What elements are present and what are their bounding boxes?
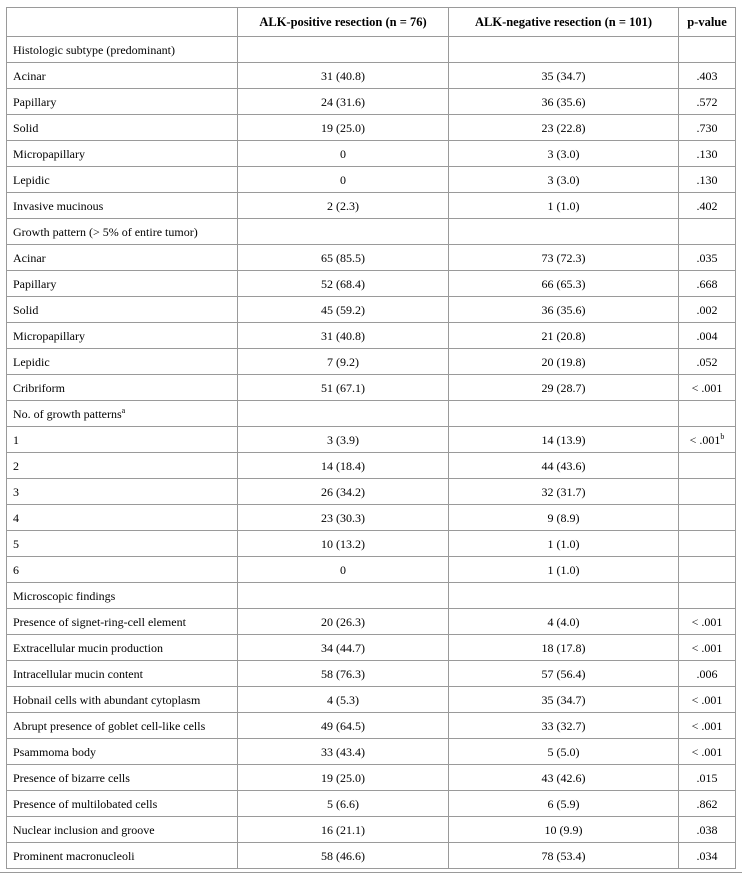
table-row bbox=[7, 297, 736, 323]
p-value-cell bbox=[679, 479, 736, 505]
alk-positive-value bbox=[238, 37, 449, 63]
table-row bbox=[7, 63, 736, 89]
alk-negative-value bbox=[449, 219, 679, 245]
table-row bbox=[7, 505, 736, 531]
p-value-cell bbox=[679, 557, 736, 583]
alk-negative-value: 9 (8.9) bbox=[449, 505, 679, 531]
p-value: .038 bbox=[696, 822, 718, 837]
bottom-rule bbox=[0, 872, 742, 873]
table-row bbox=[7, 167, 736, 193]
p-value: < .001 bbox=[691, 718, 723, 733]
row-label-cell bbox=[7, 245, 238, 271]
alk-positive-value: 26 (34.2) bbox=[238, 479, 449, 505]
alk-negative-value: 33 (32.7) bbox=[449, 713, 679, 739]
alk-positive-value bbox=[238, 219, 449, 245]
p-value: .730 bbox=[696, 120, 718, 135]
alk-positive-value: 58 (76.3) bbox=[238, 661, 449, 687]
row-label: Psammoma body bbox=[13, 744, 96, 759]
p-value: .035 bbox=[696, 250, 718, 265]
alk-negative-value: 29 (28.7) bbox=[449, 375, 679, 401]
row-label-cell bbox=[7, 219, 238, 245]
row-label-cell bbox=[7, 401, 238, 427]
p-value-cell bbox=[679, 531, 736, 557]
p-value: .130 bbox=[696, 146, 718, 161]
header-p-value: p-value bbox=[679, 8, 736, 37]
p-value-cell bbox=[679, 219, 736, 245]
table-row bbox=[7, 739, 736, 765]
table-row bbox=[7, 583, 736, 609]
row-label: Microscopic findings bbox=[13, 588, 116, 603]
alk-negative-value: 35 (34.7) bbox=[449, 63, 679, 89]
row-label: Solid bbox=[13, 120, 39, 135]
row-label-cell bbox=[7, 505, 238, 531]
row-label: Hobnail cells with abundant cytoplasm bbox=[13, 692, 201, 707]
p-value: < .001 bbox=[691, 614, 723, 629]
alk-negative-value: 1 (1.0) bbox=[449, 531, 679, 557]
p-value-cell bbox=[679, 453, 736, 479]
alk-positive-value: 58 (46.6) bbox=[238, 843, 449, 869]
table-row bbox=[7, 89, 736, 115]
alk-positive-value: 7 (9.2) bbox=[238, 349, 449, 375]
alk-negative-value: 18 (17.8) bbox=[449, 635, 679, 661]
p-value: .015 bbox=[696, 770, 718, 785]
p-value-cell bbox=[679, 505, 736, 531]
alk-positive-value: 4 (5.3) bbox=[238, 687, 449, 713]
alk-negative-value: 1 (1.0) bbox=[449, 557, 679, 583]
row-label-cell bbox=[7, 375, 238, 401]
table-row bbox=[7, 245, 736, 271]
row-label-cell bbox=[7, 791, 238, 817]
row-label: Acinar bbox=[13, 68, 46, 83]
row-label-cell bbox=[7, 297, 238, 323]
row-label-cell bbox=[7, 713, 238, 739]
alk-negative-value: 6 (5.9) bbox=[449, 791, 679, 817]
alk-positive-value: 65 (85.5) bbox=[238, 245, 449, 271]
row-label-cell bbox=[7, 167, 238, 193]
row-label: Histologic subtype (predominant) bbox=[13, 42, 175, 57]
table-row bbox=[7, 375, 736, 401]
alk-positive-value: 10 (13.2) bbox=[238, 531, 449, 557]
alk-positive-value: 31 (40.8) bbox=[238, 63, 449, 89]
table-row bbox=[7, 635, 736, 661]
p-value-cell bbox=[679, 323, 736, 349]
table-row bbox=[7, 141, 736, 167]
p-value-cell bbox=[679, 739, 736, 765]
table-body bbox=[7, 37, 736, 869]
header-label bbox=[7, 8, 238, 37]
row-label-cell bbox=[7, 609, 238, 635]
alk-positive-value: 16 (21.1) bbox=[238, 817, 449, 843]
alk-positive-value bbox=[238, 583, 449, 609]
p-value: .572 bbox=[696, 94, 718, 109]
p-value: .052 bbox=[696, 354, 718, 369]
p-value: .402 bbox=[696, 198, 718, 213]
row-label-cell bbox=[7, 583, 238, 609]
row-label-cell bbox=[7, 63, 238, 89]
alk-negative-value: 1 (1.0) bbox=[449, 193, 679, 219]
p-value-cell bbox=[679, 375, 736, 401]
alk-positive-value: 51 (67.1) bbox=[238, 375, 449, 401]
alk-positive-value: 14 (18.4) bbox=[238, 453, 449, 479]
row-label-cell bbox=[7, 37, 238, 63]
table-row bbox=[7, 609, 736, 635]
row-label: Prominent macronucleoli bbox=[13, 848, 135, 863]
p-value: < .001 bbox=[691, 640, 723, 655]
row-label-cell bbox=[7, 193, 238, 219]
row-label-cell bbox=[7, 323, 238, 349]
row-label: Extracellular mucin production bbox=[13, 640, 163, 655]
row-label-cell bbox=[7, 89, 238, 115]
p-value-cell bbox=[679, 661, 736, 687]
alk-negative-value: 32 (31.7) bbox=[449, 479, 679, 505]
alk-positive-value: 52 (68.4) bbox=[238, 271, 449, 297]
row-label-cell bbox=[7, 817, 238, 843]
row-label: 5 bbox=[13, 536, 19, 551]
row-label: Invasive mucinous bbox=[13, 198, 104, 213]
alk-positive-value: 0 bbox=[238, 141, 449, 167]
row-label: Presence of signet-ring-cell element bbox=[13, 614, 186, 629]
p-value-cell bbox=[679, 167, 736, 193]
row-label-cell bbox=[7, 557, 238, 583]
row-label: Lepidic bbox=[13, 354, 50, 369]
p-value: .034 bbox=[696, 848, 718, 863]
row-label: Presence of bizarre cells bbox=[13, 770, 130, 785]
p-value-cell bbox=[679, 63, 736, 89]
table-row bbox=[7, 323, 736, 349]
table-row bbox=[7, 531, 736, 557]
row-label: 6 bbox=[13, 562, 19, 577]
alk-negative-value: 23 (22.8) bbox=[449, 115, 679, 141]
row-label: 4 bbox=[13, 510, 19, 525]
p-value: .002 bbox=[696, 302, 718, 317]
alk-positive-value: 19 (25.0) bbox=[238, 765, 449, 791]
table-row bbox=[7, 193, 736, 219]
alk-negative-value: 3 (3.0) bbox=[449, 141, 679, 167]
row-label: Nuclear inclusion and groove bbox=[13, 822, 155, 837]
table-row bbox=[7, 661, 736, 687]
alk-positive-value: 2 (2.3) bbox=[238, 193, 449, 219]
row-label: 3 bbox=[13, 484, 19, 499]
p-value-cell bbox=[679, 817, 736, 843]
row-label: Solid bbox=[13, 302, 39, 317]
table-row bbox=[7, 37, 736, 63]
alk-negative-value: 14 (13.9) bbox=[449, 427, 679, 453]
p-value: .130 bbox=[696, 172, 718, 187]
alk-positive-value: 45 (59.2) bbox=[238, 297, 449, 323]
alk-positive-value: 31 (40.8) bbox=[238, 323, 449, 349]
p-value-cell bbox=[679, 401, 736, 427]
alk-negative-value: 3 (3.0) bbox=[449, 167, 679, 193]
row-label: Papillary bbox=[13, 94, 57, 109]
data-table bbox=[6, 7, 736, 869]
p-value: < .001 bbox=[689, 432, 721, 447]
table-row bbox=[7, 115, 736, 141]
alk-positive-value: 3 (3.9) bbox=[238, 427, 449, 453]
alk-negative-value: 57 (56.4) bbox=[449, 661, 679, 687]
row-label-cell bbox=[7, 453, 238, 479]
p-value-cell bbox=[679, 583, 736, 609]
p-value: .004 bbox=[696, 328, 718, 343]
p-value-cell bbox=[679, 297, 736, 323]
alk-negative-value: 4 (4.0) bbox=[449, 609, 679, 635]
row-label-cell bbox=[7, 687, 238, 713]
table-row bbox=[7, 401, 736, 427]
p-value-cell bbox=[679, 843, 736, 869]
alk-negative-value: 66 (65.3) bbox=[449, 271, 679, 297]
table-row bbox=[7, 817, 736, 843]
table-row bbox=[7, 687, 736, 713]
row-label-cell bbox=[7, 635, 238, 661]
p-value: < .001 bbox=[691, 380, 723, 395]
row-label: 1 bbox=[13, 432, 19, 447]
row-label: Lepidic bbox=[13, 172, 50, 187]
row-label: Cribriform bbox=[13, 380, 65, 395]
footnote-marker: a bbox=[121, 405, 126, 415]
alk-positive-value: 34 (44.7) bbox=[238, 635, 449, 661]
alk-positive-value: 0 bbox=[238, 557, 449, 583]
table-row bbox=[7, 843, 736, 869]
alk-negative-value: 35 (34.7) bbox=[449, 687, 679, 713]
row-label: Papillary bbox=[13, 276, 57, 291]
header-row bbox=[7, 8, 736, 37]
p-value: < .001 bbox=[691, 744, 723, 759]
alk-negative-value bbox=[449, 37, 679, 63]
alk-negative-value: 78 (53.4) bbox=[449, 843, 679, 869]
p-value-cell bbox=[679, 89, 736, 115]
p-value: .006 bbox=[696, 666, 718, 681]
row-label: Intracellular mucin content bbox=[13, 666, 143, 681]
alk-positive-value: 0 bbox=[238, 167, 449, 193]
row-label-cell bbox=[7, 271, 238, 297]
table-row bbox=[7, 791, 736, 817]
table-row bbox=[7, 765, 736, 791]
alk-negative-value: 43 (42.6) bbox=[449, 765, 679, 791]
row-label: 2 bbox=[13, 458, 19, 473]
p-value-cell bbox=[679, 271, 736, 297]
alk-positive-value: 23 (30.3) bbox=[238, 505, 449, 531]
row-label-cell bbox=[7, 739, 238, 765]
alk-positive-value bbox=[238, 401, 449, 427]
p-value-cell bbox=[679, 427, 736, 453]
table-row bbox=[7, 349, 736, 375]
p-value-cell bbox=[679, 687, 736, 713]
row-label: Presence of multilobated cells bbox=[13, 796, 158, 811]
row-label-cell bbox=[7, 349, 238, 375]
alk-negative-value: 44 (43.6) bbox=[449, 453, 679, 479]
alk-positive-value: 49 (64.5) bbox=[238, 713, 449, 739]
row-label-cell bbox=[7, 141, 238, 167]
p-value-cell bbox=[679, 635, 736, 661]
row-label: Abrupt presence of goblet cell-like cells bbox=[13, 718, 206, 733]
p-value-cell bbox=[679, 245, 736, 271]
p-value: .403 bbox=[696, 68, 718, 83]
header-alk-positive: ALK-positive resection (n = 76) bbox=[238, 8, 449, 37]
p-value-cell bbox=[679, 609, 736, 635]
alk-negative-value: 20 (19.8) bbox=[449, 349, 679, 375]
p-value-cell bbox=[679, 193, 736, 219]
p-value-cell bbox=[679, 713, 736, 739]
alk-positive-value: 5 (6.6) bbox=[238, 791, 449, 817]
row-label: Acinar bbox=[13, 250, 46, 265]
alk-negative-value: 10 (9.9) bbox=[449, 817, 679, 843]
alk-positive-value: 24 (31.6) bbox=[238, 89, 449, 115]
alk-negative-value: 21 (20.8) bbox=[449, 323, 679, 349]
footnote-marker: b bbox=[720, 431, 725, 441]
alk-negative-value bbox=[449, 401, 679, 427]
row-label: Growth pattern (> 5% of entire tumor) bbox=[13, 224, 198, 239]
alk-positive-value: 33 (43.4) bbox=[238, 739, 449, 765]
alk-positive-value: 20 (26.3) bbox=[238, 609, 449, 635]
row-label: No. of growth patterns bbox=[13, 406, 122, 421]
row-label-cell bbox=[7, 531, 238, 557]
row-label-cell bbox=[7, 479, 238, 505]
table-row bbox=[7, 479, 736, 505]
p-value: .862 bbox=[696, 796, 718, 811]
p-value-cell bbox=[679, 349, 736, 375]
alk-negative-value bbox=[449, 583, 679, 609]
table-row bbox=[7, 219, 736, 245]
alk-negative-value: 73 (72.3) bbox=[449, 245, 679, 271]
p-value-cell bbox=[679, 765, 736, 791]
row-label-cell bbox=[7, 115, 238, 141]
table-row bbox=[7, 427, 736, 453]
p-value-cell bbox=[679, 141, 736, 167]
header-alk-negative: ALK-negative resection (n = 101) bbox=[449, 8, 679, 37]
row-label-cell bbox=[7, 843, 238, 869]
p-value: < .001 bbox=[691, 692, 723, 707]
alk-negative-value: 36 (35.6) bbox=[449, 297, 679, 323]
p-value-cell bbox=[679, 37, 736, 63]
row-label-cell bbox=[7, 765, 238, 791]
row-label-cell bbox=[7, 661, 238, 687]
table-row bbox=[7, 453, 736, 479]
alk-positive-value: 19 (25.0) bbox=[238, 115, 449, 141]
row-label: Micropapillary bbox=[13, 328, 85, 343]
table-row bbox=[7, 713, 736, 739]
row-label: Micropapillary bbox=[13, 146, 85, 161]
table-row bbox=[7, 271, 736, 297]
alk-negative-value: 36 (35.6) bbox=[449, 89, 679, 115]
table-header bbox=[7, 8, 736, 37]
p-value-cell bbox=[679, 791, 736, 817]
p-value: .668 bbox=[696, 276, 718, 291]
p-value-cell bbox=[679, 115, 736, 141]
table-row bbox=[7, 557, 736, 583]
alk-negative-value: 5 (5.0) bbox=[449, 739, 679, 765]
row-label-cell bbox=[7, 427, 238, 453]
